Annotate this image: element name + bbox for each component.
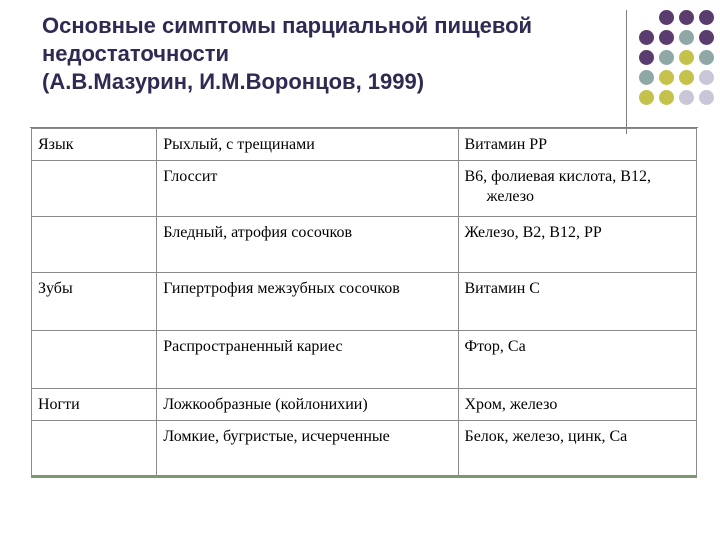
organ-cell — [32, 161, 157, 217]
decorative-dot — [699, 10, 714, 25]
table-row — [32, 421, 697, 477]
symptom-cell — [157, 273, 458, 331]
decorative-dot — [659, 70, 674, 85]
slide-title-line-2: недостаточности — [42, 41, 229, 66]
symptom-cell: Распространенный кариес — [157, 331, 458, 389]
table-row — [32, 217, 697, 273]
decorative-dot — [659, 90, 674, 105]
decorative-dot — [659, 10, 674, 25]
decorative-dot — [639, 70, 654, 85]
deficiency-text: В6, фолиевая кислота, В12, железо — [464, 168, 651, 205]
organ-cell — [32, 421, 157, 477]
decorative-dot — [699, 30, 714, 45]
symptoms-table — [31, 128, 697, 478]
decorative-dot — [659, 30, 674, 45]
deficiency-cell — [458, 161, 697, 217]
deficiency-cell: Витамин РР — [458, 129, 697, 161]
symptom-cell: Бледный, атрофия сосочков — [157, 217, 458, 273]
decorative-dot — [639, 90, 654, 105]
organ-cell: Зубы — [32, 273, 157, 331]
decorative-dot — [699, 50, 714, 65]
deficiency-cell: Белок, железо, цинк, Са — [458, 421, 697, 477]
organ-cell: Язык — [32, 129, 157, 161]
symptom-cell: Глоссит — [157, 161, 458, 217]
decorative-dot — [699, 90, 714, 105]
decorative-dot-grid — [638, 10, 718, 118]
decorative-dot — [659, 50, 674, 65]
symptom-cell: Рыхлый, с трещинами — [157, 129, 458, 161]
decorative-dot — [679, 50, 694, 65]
table-row — [32, 331, 697, 389]
symptom-text: Гипертрофия межзубных сосочков — [163, 280, 400, 297]
decorative-dot — [679, 30, 694, 45]
slide-title-line-3: (А.В.Мазурин, И.М.Воронцов, 1999) — [42, 69, 425, 94]
deficiency-cell: Железо, В2, В12, РР — [458, 217, 697, 273]
organ-cell: Ногти — [32, 389, 157, 421]
organ-cell — [32, 331, 157, 389]
slide-title — [42, 12, 632, 96]
decorative-dot — [639, 30, 654, 45]
table-row — [32, 161, 697, 217]
decorative-dot — [679, 90, 694, 105]
decorative-dot — [639, 50, 654, 65]
organ-cell — [32, 217, 157, 273]
decorative-dot — [679, 10, 694, 25]
deficiency-cell: Фтор, Са — [458, 331, 697, 389]
table-row — [32, 129, 697, 161]
deficiency-cell: Хром, железо — [458, 389, 697, 421]
symptom-cell: Ломкие, бугристые, исчерченные — [157, 421, 458, 477]
deficiency-cell: Витамин С — [458, 273, 697, 331]
decorative-dot — [699, 70, 714, 85]
table-row — [32, 273, 697, 331]
decorative-dot — [679, 70, 694, 85]
decorative-vertical-rule — [626, 10, 627, 134]
slide-title-line-1: Основные симптомы парциальной пищевой — [42, 13, 533, 38]
table-row — [32, 389, 697, 421]
symptom-cell: Ложкообразные (койлонихии) — [157, 389, 458, 421]
